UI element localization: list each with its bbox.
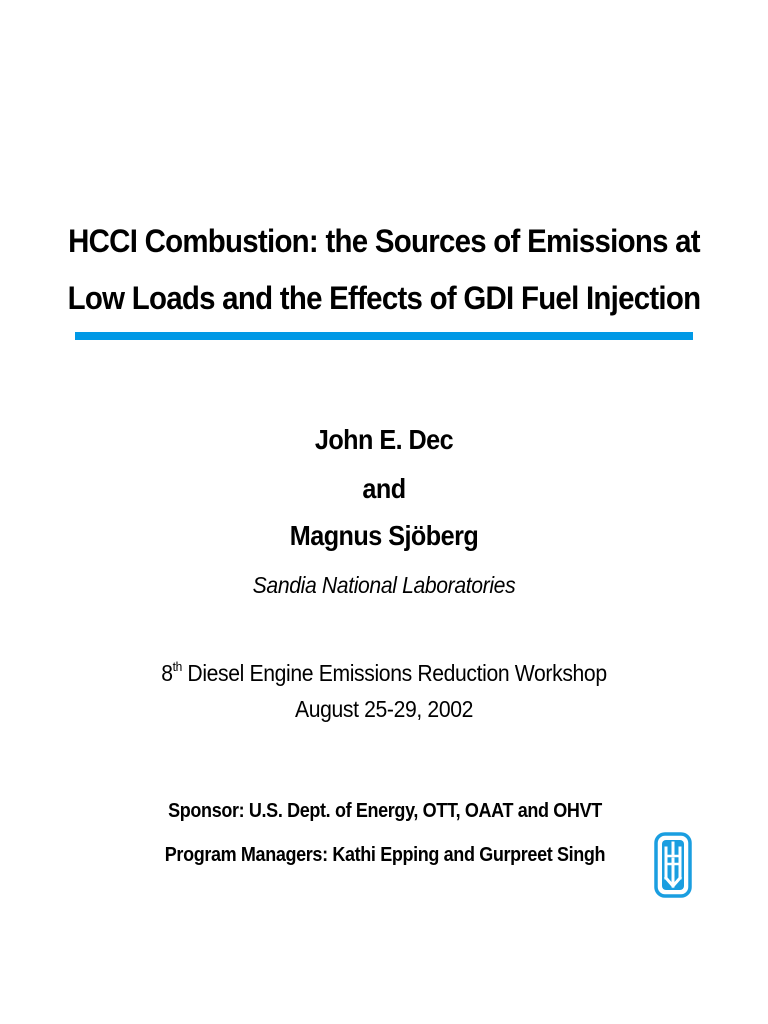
affiliation: Sandia National Laboratories	[252, 572, 516, 598]
title-underline-rule	[75, 332, 693, 340]
sponsor-line: Sponsor: U.S. Dept. of Energy, OTT, OAAT and OHVT	[168, 800, 602, 822]
workshop-ordinal-suffix: th	[172, 659, 182, 674]
workshop-title: Diesel Engine Emissions Reduction Workshop	[181, 660, 607, 686]
program-managers-line: Program Managers: Kathi Epping and Gurpreet Singh	[164, 844, 606, 866]
slide-title-line-1: HCCI Combustion: the Sources of Emissions at	[68, 223, 700, 259]
workshop-ordinal-number: 8	[161, 660, 173, 686]
sandia-thunderbird-logo-icon	[654, 832, 692, 898]
workshop-dates: August 25-29, 2002	[294, 696, 474, 722]
author-name-2: Magnus Sjöberg	[289, 520, 479, 551]
workshop-name	[31, 659, 738, 686]
slide-title-line-2: Low Loads and the Effects of GDI Fuel Injection	[67, 280, 701, 316]
author-conjunction: and	[362, 473, 406, 504]
author-name-1: John E. Dec	[314, 424, 454, 455]
